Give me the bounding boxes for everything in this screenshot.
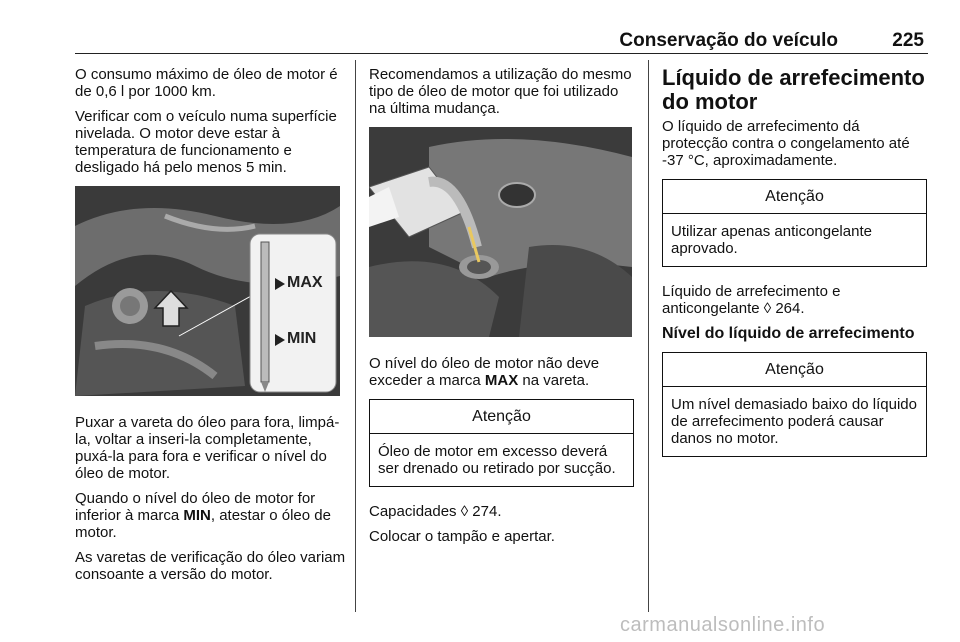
warning-title: Atenção	[370, 400, 633, 434]
warning-title: Atenção	[663, 180, 926, 214]
warning-box	[369, 399, 634, 487]
paragraph: Colocar o tampão e apertar.	[369, 528, 555, 545]
text-run: O nível do óleo de motor não deve exceder a marca	[369, 355, 600, 389]
section-heading: Líquido de arrefecimento do motor	[662, 65, 925, 114]
paragraph: Capacidades ◊ 274.	[369, 503, 502, 520]
text-run: na vareta.	[518, 372, 590, 389]
warning-box	[662, 179, 927, 267]
oil-filling-photo	[369, 127, 632, 337]
text-run: Quando o nível do óleo de motor for inferior à marca	[75, 490, 316, 524]
paragraph: O líquido de arrefecimento dá protecção contra o congelamento até -37 °C, aproximadamente.	[662, 118, 910, 169]
column-divider	[648, 60, 649, 612]
header-rule	[75, 53, 928, 54]
paragraph	[75, 490, 350, 541]
column-2	[369, 66, 634, 553]
warning-text: Um nível demasiado baixo do líquido de arrefecimento poderá causar danos no motor.	[671, 396, 917, 447]
dipstick-photo	[75, 186, 340, 396]
paragraph: As varetas de verificação do óleo variam consoante a versão do motor.	[75, 549, 346, 583]
section-title: Conservação do veículo	[619, 30, 838, 51]
column-3	[662, 66, 927, 467]
label-max: MAX	[287, 274, 323, 291]
warning-text: Utilizar apenas anticongelante aprovado.	[671, 223, 872, 257]
warning-title: Atenção	[663, 353, 926, 387]
min-mark-text: MIN	[183, 507, 211, 524]
label-min: MIN	[287, 330, 317, 347]
warning-box	[662, 352, 927, 457]
column-1	[75, 66, 350, 591]
watermark: carmanualsonline.info	[620, 614, 826, 636]
max-mark-text: MAX	[484, 372, 519, 389]
warning-text: Óleo de motor em excesso deverá ser drenado ou retirado por sucção.	[378, 443, 616, 477]
paragraph: Líquido de arrefecimento e anticongelante ◊ 264.	[662, 283, 841, 317]
column-divider	[355, 60, 356, 612]
subheading: Nível do líquido de arrefecimento	[662, 325, 915, 342]
paragraph: Verificar com o veículo numa superfície nivelada. O motor deve estar à temperatura de funcionamento e desligado há pelo menos 5 min.	[75, 108, 337, 176]
paragraph: Puxar a vareta do óleo para fora, limpá-la, voltar a inseri-la completamente, puxá-la para fora e verificar o nível do óleo de motor.	[75, 414, 340, 482]
text-run: , atestar o óleo de motor.	[75, 507, 331, 541]
paragraph	[369, 355, 634, 389]
page-number: 225	[892, 30, 924, 51]
paragraph: Recomendamos a utilização do mesmo tipo de óleo de motor que foi utilizado na última mudança.	[369, 66, 632, 117]
page-header	[75, 30, 928, 52]
paragraph: O consumo máximo de óleo de motor é de 0,6 l por 1000 km.	[75, 66, 338, 100]
